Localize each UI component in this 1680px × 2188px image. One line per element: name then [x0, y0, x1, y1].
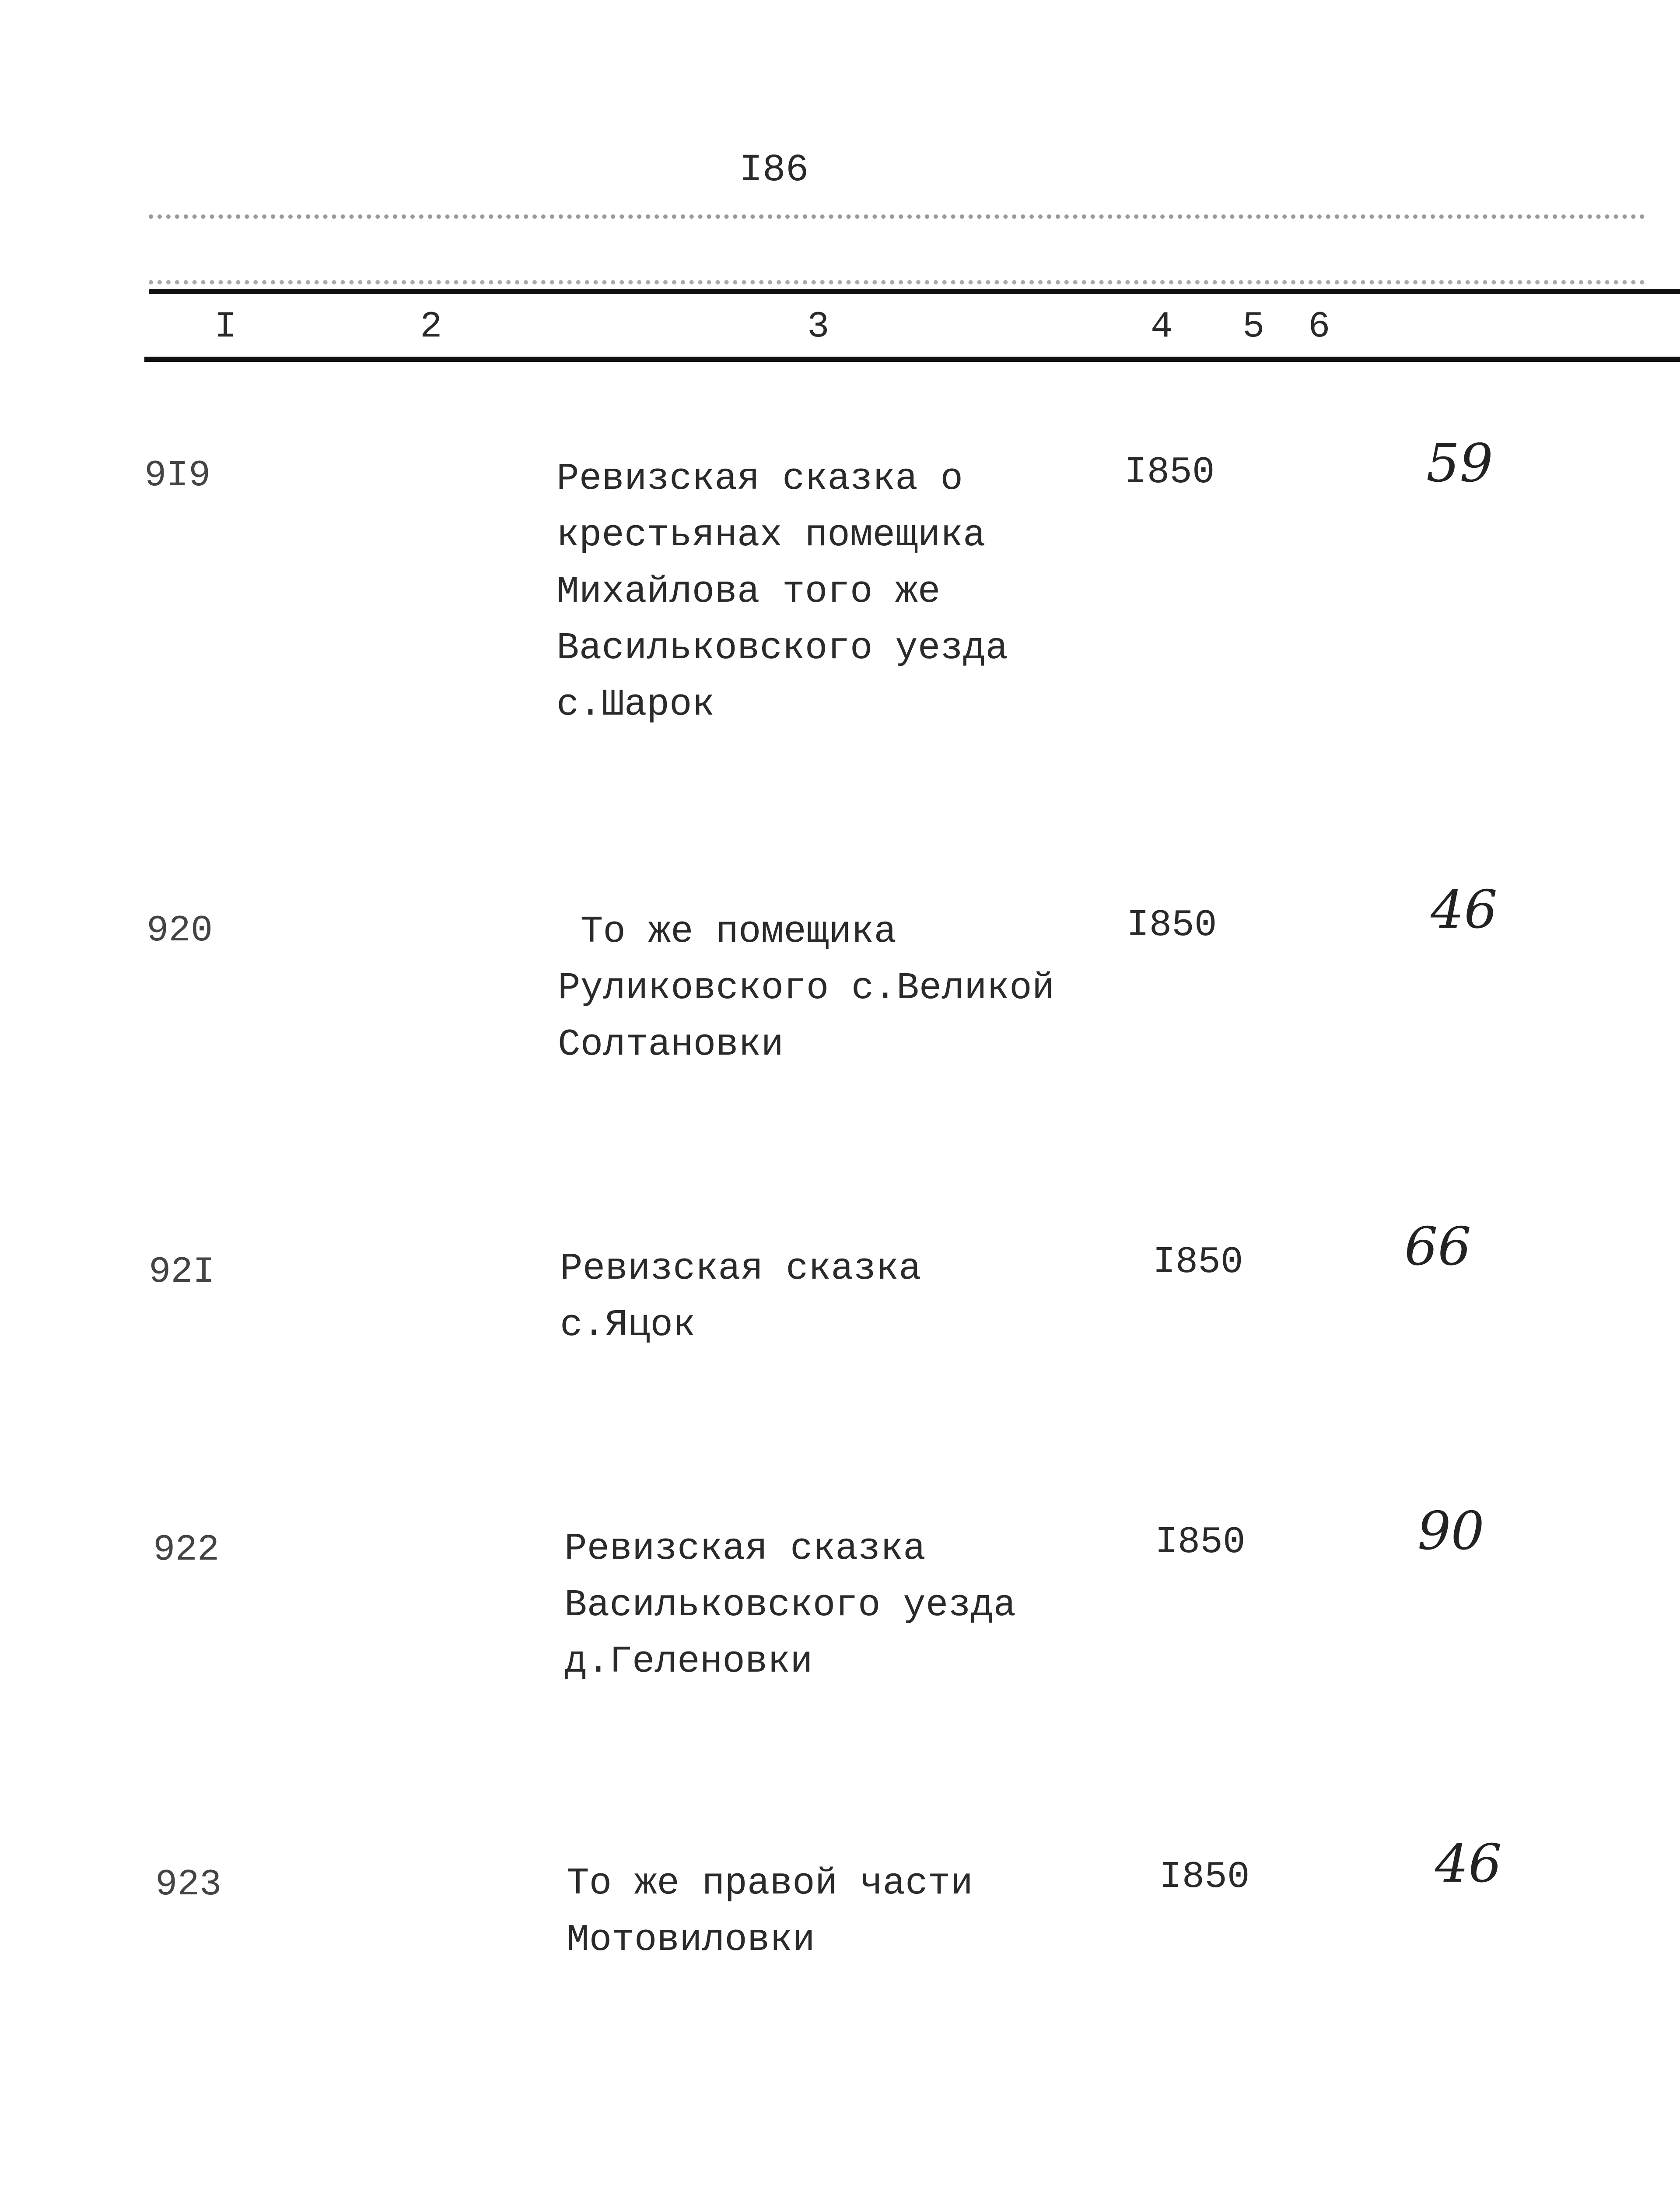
entry-year: I850	[1155, 1521, 1246, 1564]
entry-number: 922	[153, 1529, 220, 1571]
entry-description: То же правой части Мотовиловки	[567, 1862, 973, 1961]
entry-year: I850	[1124, 451, 1215, 494]
entry-sheet-count: 90	[1418, 1501, 1484, 1562]
entry-sheet-count: 46	[1435, 1834, 1502, 1894]
column-header-2: 2	[420, 306, 442, 348]
header-bottom-rule	[144, 357, 1680, 362]
entry-description: То же помещика Руликовского с.Великой Солтановки	[558, 910, 1055, 1066]
column-header-4: 4	[1151, 306, 1173, 348]
column-header-1: I	[214, 306, 237, 348]
entry-sheet-count: 46	[1431, 880, 1498, 940]
column-header-3: 3	[807, 306, 830, 348]
entry-description: Ревизская сказка Васильковского уезда д.Геленовки	[564, 1527, 1016, 1683]
entry-year: I850	[1159, 1855, 1250, 1898]
entry-number: 920	[147, 910, 213, 952]
entry-sheet-count: 66	[1404, 1217, 1471, 1277]
entry-year: I850	[1127, 904, 1217, 947]
entry-number: 923	[155, 1864, 222, 1906]
entry-description: Ревизская сказка с.Яцок	[560, 1247, 921, 1346]
header-top-rule	[149, 289, 1680, 294]
faint-dotted-rule	[149, 280, 1645, 284]
column-header-6: 6	[1308, 306, 1330, 348]
entry-year: I850	[1153, 1241, 1243, 1283]
faint-dotted-rule	[149, 214, 1645, 219]
column-header-5: 5	[1242, 306, 1265, 348]
entry-number: 9I9	[144, 455, 211, 497]
entry-description: Ревизская сказка о крестьянах помещика Михайлова того же Васильковского уезда с.Шарок	[556, 457, 1008, 726]
page-number: I86	[739, 149, 809, 192]
entry-number: 92I	[149, 1252, 215, 1293]
entry-sheet-count: 59	[1426, 433, 1493, 494]
